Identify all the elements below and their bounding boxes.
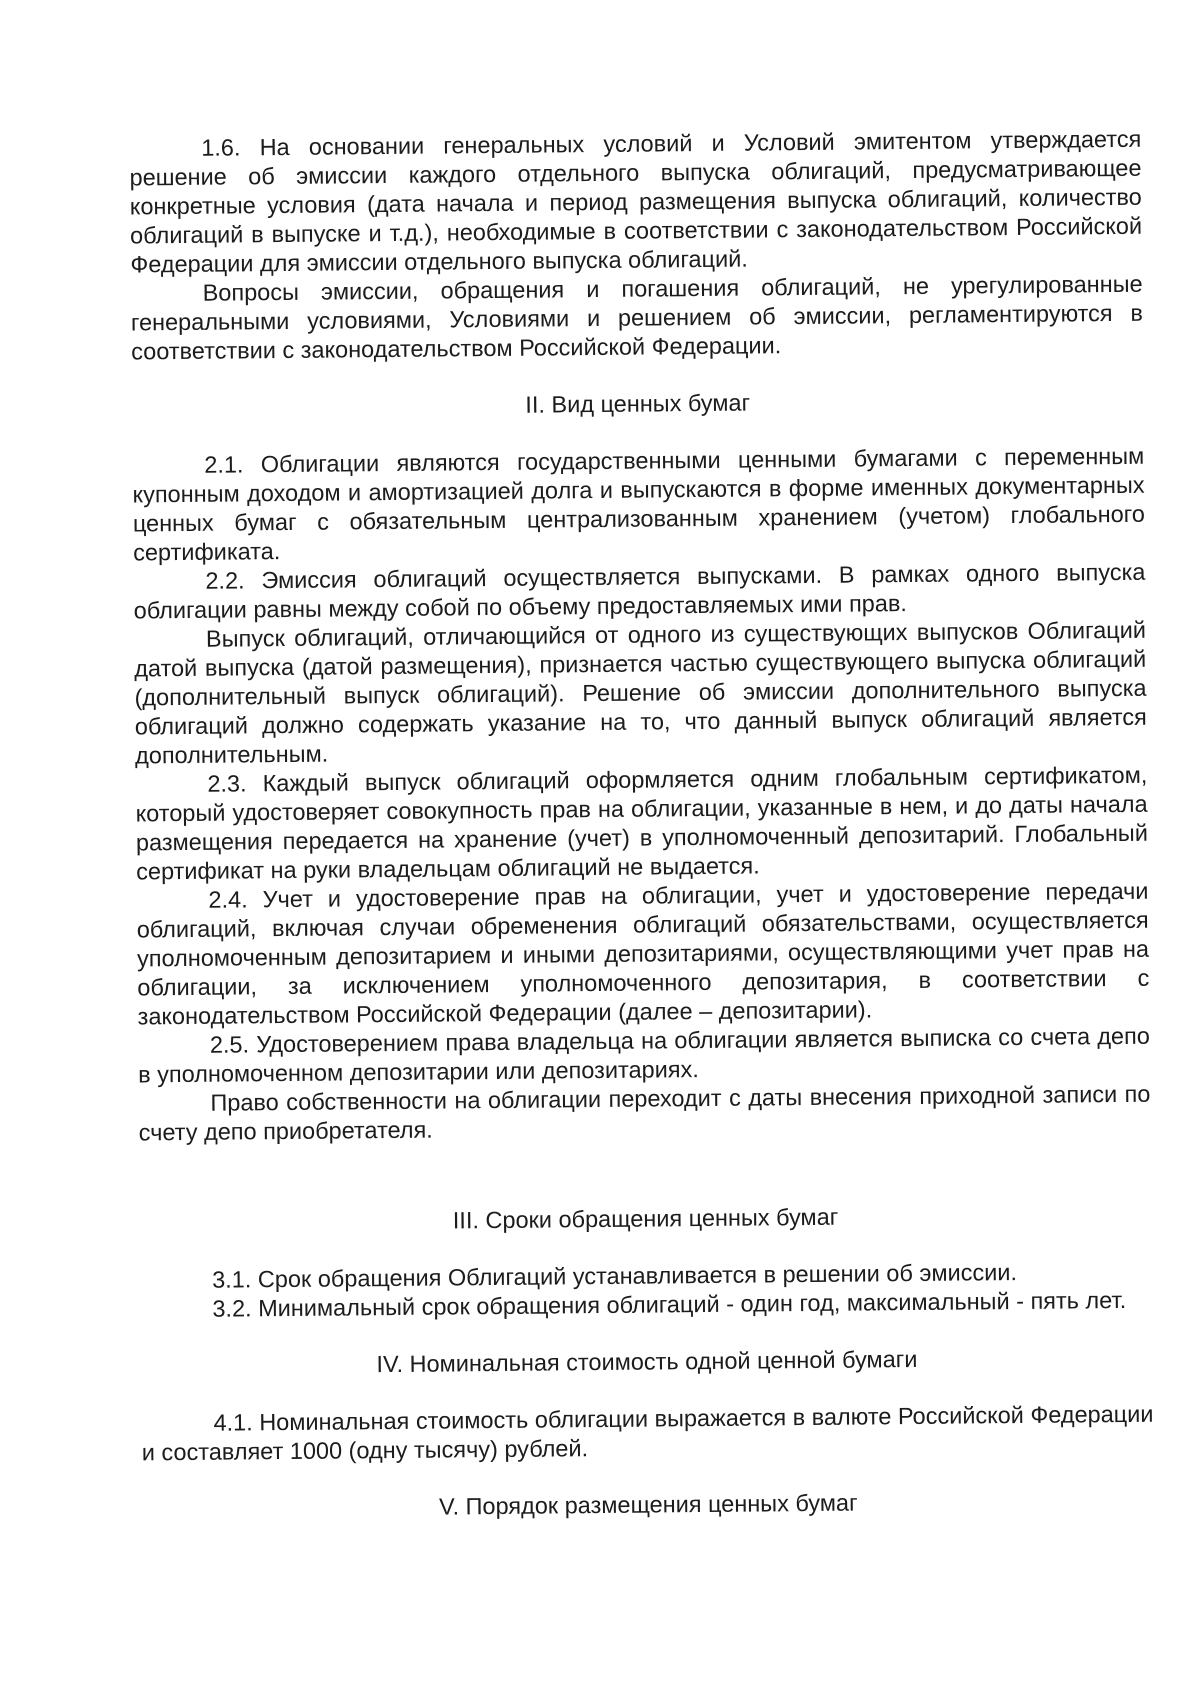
paragraph-2-5: 2.5. Удостоверением права владельца на облигации является выписка со счета депо в уполномоченном депозитарии или депозитариях. (138, 1022, 1150, 1088)
paragraph-issues-regulation: Вопросы эмиссии, обращения и погашения облигаций, не урегулированные генеральными условиями, Условиями и решением об эмиссии, регламентируются в соответствии с законодательством Российской Федерации. (130, 270, 1144, 365)
paragraph-2-4: 2.4. Учет и удостоверение прав на облигации, учет и удостоверение передачи облигаций, включая случаи обременения облигаций обязательствами, осуществляется уполномоченным депозитарием и иными депозитариями, осуществляющими учет прав на облигации, за исключением уполномоченного депозитария, в соответствии с законодательством Российской Федерации (далее – депозитарии). (136, 877, 1150, 1030)
paragraph-4-1: 4.1. Номинальная стоимость облигации выражается в валюте Российской Федерации и составляет 1000 (одну тысячу) рублей. (141, 1400, 1154, 1466)
paragraph-3-2: 3.2. Минимальный срок обращения облигаций - один год, максимальный - пять лет. (212, 1286, 1127, 1322)
section-5-heading: V. Порядок размещения ценных бумаг (438, 1489, 858, 1520)
section-4-heading: IV. Номинальная стоимость одной ценной бумаги (376, 1345, 918, 1378)
paragraph-2-2: 2.2. Эмиссия облигаций осуществляется выпусками. В рамках одного выпуска облигации равны между собой по объему предоставляемых ими прав. (133, 558, 1146, 624)
section-3-heading: III. Сроки обращения ценных бумаг (452, 1203, 839, 1234)
paragraph-additional-issue: Выпуск облигаций, отличающийся от одного из существующих выпусков Облигаций датой выпуска (датой размещения), признается частью существующего выпуска облигаций (дополнительный выпуск облигаций). Решение об эмиссии дополнительного выпуска облигаций должно содержать указание на то, что данный выпуск облигаций является дополнительным. (134, 616, 1147, 769)
paragraph-ownership-transfer: Право собственности на облигации переходит с даты внесения приходной записи по счету депо приобретателя. (138, 1080, 1151, 1146)
section-2-heading: II. Вид ценных бумаг (525, 389, 751, 418)
paragraph-2-3: 2.3. Каждый выпуск облигаций оформляется одним глобальным сертификатом, который удостоверяет совокупность прав на облигации, указанные в нем, и до даты начала размещения передается на хранение (учет) в уполномоченный депозитарий. Глобальный сертификат на руки владельцам облигаций не выдается. (135, 761, 1149, 885)
paragraph-2-1: 2.1. Облигации являются государственными ценными бумагами с переменным купонным доходом и амортизацией долга и выпускаются в форме именных документарных ценных бумаг с обязательным централизованным хранением (учетом) глобального сертификата. (132, 442, 1145, 566)
paragraph-3-1: 3.1. Срок обращения Облигаций устанавливается в решении об эмиссии. (212, 1259, 1018, 1293)
document-body (129, 125, 1154, 1525)
paragraph-1-6: 1.6. На основании генеральных условий и Условий эмитентом утверждается решение об эмиссии каждого отдельного выпуска облигаций, предусматривающее конкретные условия (дата начала и период размещения выпуска облигаций, количество облигаций в выпуске и т.д.), необходимые в соответствии с законодательством Российской Федерации для эмиссии отдельного выпуска облигаций. (129, 125, 1143, 278)
